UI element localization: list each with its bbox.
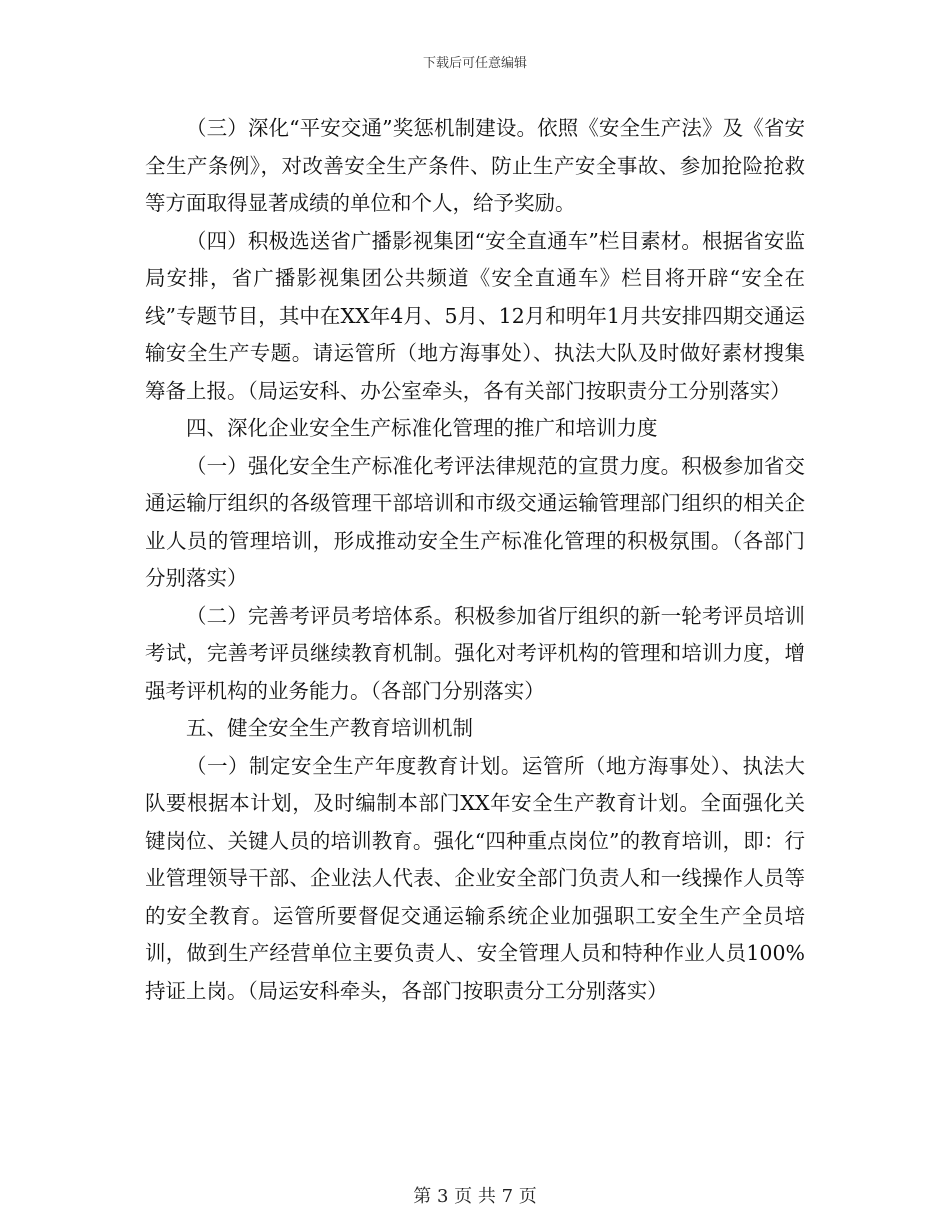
paragraph-reward-mechanism: （三）深化“平安交通”奖惩机制建设。依照《安全生产法》及《省安全生产条例》，对改善安全生产条件、防止生产安全事故、参加抢险抢救等方面取得显著成绩的单位和个人，给予奖励。 [145,116,805,215]
section-heading-standardization: 四、深化企业安全生产标准化管理的推广和培训力度 [186,416,658,440]
page-footer: 第 3 页 共 7 页 [413,1186,537,1207]
section-heading-education: 五、健全安全生产教育培训机制 [186,716,473,740]
paragraph-regulation-promotion: （一）强化安全生产标准化考评法律规范的宣贯力度。积极参加省交通运输厅组织的各级管理干部培训和市级交通运输管理部门组织的相关企业人员的管理培训，形成推动安全生产标准化管理的积极氛围。（各部门分别落实） [145,453,805,590]
paragraph-evaluator-system: （二）完善考评员考培体系。积极参加省厅组织的新一轮考评员培训考试，完善考评员继续教育机制。强化对考评机构的管理和培训力度，增强考评机构的业务能力。（各部门分别落实） [145,603,805,703]
paragraph-education-plan: （一）制定安全生产年度教育计划。运管所（地方海事处）、执法大队要根据本计划，及时编制本部门XX年安全生产教育计划。全面强化关键岗位、关键人员的培训教育。强化“四种重点岗位”的教育培训，即：行业管理领导干部、企业法人代表、企业安全部门负责人和一线操作人员等的安全教育。运管所要督促交通运输系统企业加强职工安全生产全员培训，做到生产经营单位主要负责人、安全管理人员和特种作业人员100%持证上岗。（局运安科牵头，各部门按职责分工分别落实） [145,753,805,1003]
document-body [145,110,805,1010]
page-header: 下载后可任意编辑 [422,56,527,71]
paragraph-tv-program: （四）积极选送省广播影视集团“安全直通车”栏目素材。根据省安监局安排，省广播影视集团公共频道《安全直通车》栏目将开辟“安全在线”专题节目，其中在XX年4月、5月、12月和明年1月共安排四期交通运输安全生产专题。请运管所（地方海事处）、执法大队及时做好素材搜集筹备上报。（局运安科、办公室牵头，各有关部门按职责分工分别落实） [145,228,805,403]
